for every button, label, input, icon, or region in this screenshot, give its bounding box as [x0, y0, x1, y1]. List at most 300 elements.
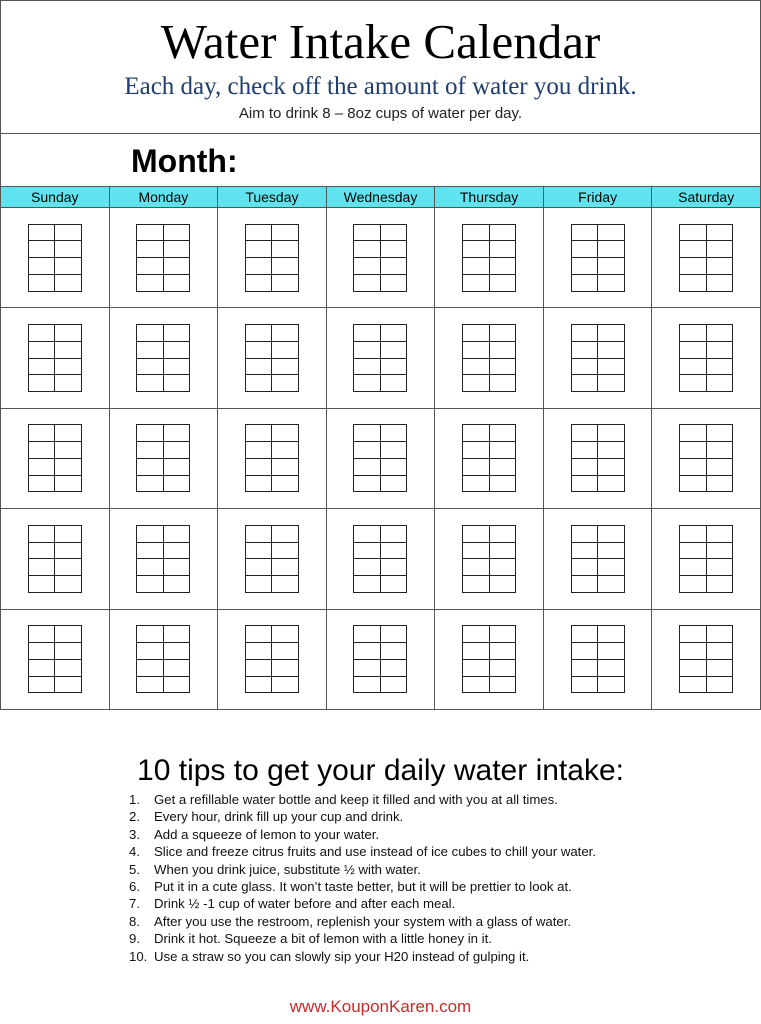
cup-checkbox[interactable] [55, 225, 82, 242]
cup-checkbox[interactable] [246, 459, 273, 476]
cup-checkbox[interactable] [572, 526, 599, 543]
cup-checkbox[interactable] [707, 359, 734, 376]
cup-checkbox[interactable] [381, 677, 408, 694]
cup-checkbox[interactable] [354, 325, 381, 342]
cup-checkbox[interactable] [272, 241, 299, 258]
day-cell [218, 409, 327, 509]
cup-checkbox[interactable] [272, 375, 299, 392]
cup-checkbox[interactable] [164, 241, 191, 258]
cup-checkbox[interactable] [272, 275, 299, 292]
cup-checkbox[interactable] [598, 643, 625, 660]
cup-checkbox[interactable] [490, 442, 517, 459]
cup-checkbox[interactable] [354, 342, 381, 359]
cup-checkbox[interactable] [164, 476, 191, 493]
cup-checkbox[interactable] [137, 526, 164, 543]
cup-checkbox[interactable] [29, 442, 56, 459]
cup-checkbox[interactable] [490, 342, 517, 359]
cup-checkbox[interactable] [29, 275, 56, 292]
cup-checkbox[interactable] [381, 241, 408, 258]
cup-checkbox[interactable] [463, 476, 490, 493]
tip-number: 8. [129, 913, 140, 929]
cup-checkbox[interactable] [164, 425, 191, 442]
cup-checkbox[interactable] [680, 241, 707, 258]
cup-checkbox[interactable] [164, 275, 191, 292]
cup-checkbox[interactable] [137, 576, 164, 593]
cup-checkbox[interactable] [246, 576, 273, 593]
cup-checkbox[interactable] [490, 325, 517, 342]
cup-checkbox[interactable] [572, 442, 599, 459]
cup-checkbox[interactable] [598, 660, 625, 677]
cup-checkbox[interactable] [490, 258, 517, 275]
cup-checkbox[interactable] [598, 526, 625, 543]
cup-checkbox[interactable] [137, 342, 164, 359]
cup-checkbox[interactable] [55, 359, 82, 376]
cup-checkbox[interactable] [572, 459, 599, 476]
cup-checkbox[interactable] [381, 359, 408, 376]
cup-checkbox[interactable] [381, 425, 408, 442]
cup-checkbox[interactable] [707, 677, 734, 694]
cup-checkbox[interactable] [246, 225, 273, 242]
cup-checkboxes [679, 224, 733, 292]
cup-checkbox[interactable] [272, 576, 299, 593]
cup-checkbox[interactable] [463, 626, 490, 643]
cup-checkbox[interactable] [354, 359, 381, 376]
cup-checkbox[interactable] [272, 559, 299, 576]
cup-checkbox[interactable] [381, 526, 408, 543]
cup-checkbox[interactable] [246, 543, 273, 560]
cup-checkbox[interactable] [572, 342, 599, 359]
cup-checkbox[interactable] [137, 425, 164, 442]
cup-checkboxes [679, 525, 733, 593]
cup-checkbox[interactable] [572, 325, 599, 342]
cup-checkbox[interactable] [246, 559, 273, 576]
cup-checkbox[interactable] [463, 359, 490, 376]
cup-checkbox[interactable] [680, 543, 707, 560]
cup-checkbox[interactable] [572, 626, 599, 643]
cup-checkbox[interactable] [354, 375, 381, 392]
cup-checkbox[interactable] [572, 258, 599, 275]
calendar-grid [0, 186, 761, 710]
cup-checkbox[interactable] [598, 425, 625, 442]
cup-checkbox[interactable] [354, 559, 381, 576]
cup-checkbox[interactable] [707, 559, 734, 576]
cup-checkbox[interactable] [354, 258, 381, 275]
cup-checkbox[interactable] [463, 375, 490, 392]
cup-checkbox[interactable] [680, 660, 707, 677]
cup-checkbox[interactable] [463, 241, 490, 258]
cup-checkbox[interactable] [55, 543, 82, 560]
cup-checkbox[interactable] [246, 677, 273, 694]
cup-checkbox[interactable] [29, 342, 56, 359]
cup-checkbox[interactable] [572, 576, 599, 593]
cup-checkbox[interactable] [246, 626, 273, 643]
cup-checkbox[interactable] [164, 526, 191, 543]
cup-checkbox[interactable] [463, 325, 490, 342]
cup-checkbox[interactable] [354, 442, 381, 459]
cup-checkbox[interactable] [490, 626, 517, 643]
cup-checkbox[interactable] [598, 476, 625, 493]
cup-checkbox[interactable] [680, 275, 707, 292]
cup-checkbox[interactable] [354, 643, 381, 660]
cup-checkbox[interactable] [55, 342, 82, 359]
tip-text: Slice and freeze citrus fruits and use instead of ice cubes to chill your water. [154, 844, 597, 860]
footer-url[interactable]: www.KouponKaren.com [289, 997, 472, 1016]
cup-checkbox[interactable] [272, 543, 299, 560]
cup-checkbox[interactable] [354, 241, 381, 258]
cup-checkbox[interactable] [490, 375, 517, 392]
cup-checkbox[interactable] [137, 375, 164, 392]
cup-checkbox[interactable] [598, 342, 625, 359]
cup-checkbox[interactable] [354, 275, 381, 292]
cup-checkbox[interactable] [707, 325, 734, 342]
cup-checkbox[interactable] [29, 225, 56, 242]
tip-text: Drink it hot. Squeeze a bit of lemon with a little honey in it. [154, 931, 492, 947]
day-cell [1, 409, 110, 509]
cup-checkbox[interactable] [490, 425, 517, 442]
cup-checkbox[interactable] [381, 459, 408, 476]
cup-checkbox[interactable] [272, 258, 299, 275]
cup-checkbox[interactable] [164, 342, 191, 359]
cup-checkbox[interactable] [707, 258, 734, 275]
cup-checkbox[interactable] [55, 442, 82, 459]
cup-checkbox[interactable] [598, 225, 625, 242]
tip-item [120, 913, 740, 930]
cup-checkbox[interactable] [354, 677, 381, 694]
cup-checkbox[interactable] [680, 375, 707, 392]
cup-checkbox[interactable] [707, 576, 734, 593]
cup-checkbox[interactable] [490, 677, 517, 694]
cup-checkbox[interactable] [272, 425, 299, 442]
cup-checkbox[interactable] [272, 626, 299, 643]
cup-checkbox[interactable] [490, 543, 517, 560]
cup-checkbox[interactable] [246, 275, 273, 292]
cup-checkbox[interactable] [29, 325, 56, 342]
cup-checkbox[interactable] [680, 643, 707, 660]
cup-checkbox[interactable] [463, 459, 490, 476]
cup-checkbox[interactable] [164, 643, 191, 660]
cup-checkbox[interactable] [598, 325, 625, 342]
cup-checkbox[interactable] [680, 559, 707, 576]
cup-checkbox[interactable] [381, 660, 408, 677]
cup-checkbox[interactable] [463, 258, 490, 275]
cup-checkbox[interactable] [137, 643, 164, 660]
cup-checkbox[interactable] [137, 325, 164, 342]
cup-checkbox[interactable] [29, 559, 56, 576]
cup-checkbox[interactable] [381, 576, 408, 593]
cup-checkbox[interactable] [137, 359, 164, 376]
cup-checkbox[interactable] [246, 425, 273, 442]
cup-checkbox[interactable] [572, 359, 599, 376]
cup-checkbox[interactable] [680, 425, 707, 442]
cup-checkbox[interactable] [55, 425, 82, 442]
cup-checkbox[interactable] [381, 225, 408, 242]
cup-checkbox[interactable] [680, 258, 707, 275]
cup-checkbox[interactable] [572, 241, 599, 258]
cup-checkbox[interactable] [598, 375, 625, 392]
cup-checkbox[interactable] [680, 626, 707, 643]
cup-checkbox[interactable] [381, 342, 408, 359]
cup-checkbox[interactable] [463, 660, 490, 677]
cup-checkbox[interactable] [137, 543, 164, 560]
cup-checkbox[interactable] [381, 626, 408, 643]
cup-checkbox[interactable] [490, 459, 517, 476]
cup-checkbox[interactable] [55, 459, 82, 476]
day-cell [435, 308, 544, 408]
cup-checkbox[interactable] [354, 459, 381, 476]
cup-checkbox[interactable] [707, 342, 734, 359]
cup-checkbox[interactable] [381, 275, 408, 292]
cup-checkbox[interactable] [490, 559, 517, 576]
cup-checkbox[interactable] [572, 643, 599, 660]
cup-checkbox[interactable] [572, 476, 599, 493]
cup-checkbox[interactable] [272, 459, 299, 476]
tip-item [120, 948, 740, 965]
cup-checkbox[interactable] [164, 626, 191, 643]
cup-checkbox[interactable] [463, 543, 490, 560]
cup-checkbox[interactable] [707, 526, 734, 543]
cup-checkbox[interactable] [463, 442, 490, 459]
cup-checkbox[interactable] [137, 459, 164, 476]
cup-checkbox[interactable] [246, 643, 273, 660]
cup-checkbox[interactable] [381, 543, 408, 560]
cup-checkbox[interactable] [680, 442, 707, 459]
cup-checkbox[interactable] [354, 660, 381, 677]
cup-checkbox[interactable] [55, 677, 82, 694]
cup-checkbox[interactable] [680, 677, 707, 694]
cup-checkbox[interactable] [354, 476, 381, 493]
day-cell [218, 208, 327, 308]
cup-checkbox[interactable] [707, 626, 734, 643]
cup-checkbox[interactable] [707, 543, 734, 560]
cup-checkbox[interactable] [55, 643, 82, 660]
cup-checkbox[interactable] [354, 543, 381, 560]
cup-checkbox[interactable] [29, 677, 56, 694]
cup-checkbox[interactable] [164, 559, 191, 576]
cup-checkbox[interactable] [572, 543, 599, 560]
cup-checkbox[interactable] [246, 476, 273, 493]
cup-checkbox[interactable] [272, 442, 299, 459]
cup-checkbox[interactable] [55, 375, 82, 392]
cup-checkbox[interactable] [572, 375, 599, 392]
cup-checkbox[interactable] [137, 442, 164, 459]
cup-checkbox[interactable] [490, 576, 517, 593]
cup-checkbox[interactable] [707, 442, 734, 459]
cup-checkbox[interactable] [680, 342, 707, 359]
cup-checkbox[interactable] [29, 476, 56, 493]
cup-checkbox[interactable] [707, 241, 734, 258]
cup-checkbox[interactable] [381, 325, 408, 342]
cup-checkbox[interactable] [354, 225, 381, 242]
cup-checkbox[interactable] [572, 275, 599, 292]
cup-checkbox[interactable] [463, 559, 490, 576]
cup-checkbox[interactable] [137, 559, 164, 576]
cup-checkbox[interactable] [680, 359, 707, 376]
cup-checkbox[interactable] [490, 275, 517, 292]
cup-checkboxes [462, 525, 516, 593]
cup-checkbox[interactable] [680, 576, 707, 593]
cup-checkbox[interactable] [490, 476, 517, 493]
cup-checkbox[interactable] [463, 425, 490, 442]
cup-checkbox[interactable] [463, 677, 490, 694]
cup-checkbox[interactable] [598, 543, 625, 560]
cup-checkbox[interactable] [490, 359, 517, 376]
cup-checkbox[interactable] [137, 275, 164, 292]
cup-checkbox[interactable] [598, 359, 625, 376]
cup-checkbox[interactable] [598, 626, 625, 643]
cup-checkbox[interactable] [381, 375, 408, 392]
cup-checkbox[interactable] [598, 677, 625, 694]
cup-checkbox[interactable] [354, 626, 381, 643]
cup-checkbox[interactable] [246, 660, 273, 677]
cup-checkbox[interactable] [490, 241, 517, 258]
cup-checkbox[interactable] [164, 442, 191, 459]
cup-checkbox[interactable] [707, 275, 734, 292]
day-cell [652, 308, 761, 408]
cup-checkbox[interactable] [463, 342, 490, 359]
cup-checkbox[interactable] [29, 425, 56, 442]
cup-checkbox[interactable] [463, 576, 490, 593]
cup-checkbox[interactable] [29, 241, 56, 258]
cup-checkbox[interactable] [381, 559, 408, 576]
cup-checkbox[interactable] [137, 660, 164, 677]
cup-checkbox[interactable] [29, 643, 56, 660]
cup-checkbox[interactable] [246, 325, 273, 342]
cup-checkbox[interactable] [598, 459, 625, 476]
cup-checkbox[interactable] [572, 677, 599, 694]
cup-checkbox[interactable] [272, 325, 299, 342]
cup-checkbox[interactable] [272, 643, 299, 660]
cup-checkbox[interactable] [29, 258, 56, 275]
cup-checkbox[interactable] [680, 225, 707, 242]
cup-checkbox[interactable] [463, 275, 490, 292]
cup-checkbox[interactable] [707, 425, 734, 442]
cup-checkbox[interactable] [29, 375, 56, 392]
cup-checkbox[interactable] [707, 459, 734, 476]
cup-checkbox[interactable] [490, 643, 517, 660]
cup-checkbox[interactable] [463, 225, 490, 242]
cup-checkbox[interactable] [164, 543, 191, 560]
cup-checkbox[interactable] [164, 325, 191, 342]
cup-checkbox[interactable] [55, 660, 82, 677]
cup-checkbox[interactable] [572, 559, 599, 576]
cup-checkbox[interactable] [164, 225, 191, 242]
cup-checkbox[interactable] [707, 476, 734, 493]
cup-checkbox[interactable] [55, 576, 82, 593]
cup-checkbox[interactable] [246, 359, 273, 376]
cup-checkbox[interactable] [29, 459, 56, 476]
cup-checkbox[interactable] [680, 459, 707, 476]
cup-checkbox[interactable] [29, 626, 56, 643]
cup-checkbox[interactable] [354, 526, 381, 543]
cup-checkbox[interactable] [29, 359, 56, 376]
cup-checkbox[interactable] [164, 359, 191, 376]
cup-checkbox[interactable] [164, 459, 191, 476]
cup-checkbox[interactable] [680, 526, 707, 543]
cup-checkbox[interactable] [272, 677, 299, 694]
cup-checkbox[interactable] [55, 626, 82, 643]
cup-checkbox[interactable] [137, 677, 164, 694]
cup-checkbox[interactable] [29, 543, 56, 560]
cup-checkbox[interactable] [490, 660, 517, 677]
cup-checkbox[interactable] [137, 241, 164, 258]
cup-checkbox[interactable] [490, 526, 517, 543]
cup-checkbox[interactable] [598, 576, 625, 593]
cup-checkbox[interactable] [164, 660, 191, 677]
cup-checkbox[interactable] [707, 660, 734, 677]
cup-checkbox[interactable] [55, 241, 82, 258]
cup-checkbox[interactable] [707, 225, 734, 242]
cup-checkbox[interactable] [29, 576, 56, 593]
cup-checkbox[interactable] [272, 359, 299, 376]
cup-checkbox[interactable] [463, 526, 490, 543]
cup-checkbox[interactable] [572, 425, 599, 442]
day-cell [218, 610, 327, 710]
cup-checkbox[interactable] [354, 425, 381, 442]
cup-checkbox[interactable] [246, 526, 273, 543]
cup-checkbox[interactable] [137, 258, 164, 275]
cup-checkbox[interactable] [164, 258, 191, 275]
cup-checkbox[interactable] [381, 643, 408, 660]
cup-checkbox[interactable] [598, 442, 625, 459]
cup-checkbox[interactable] [272, 660, 299, 677]
cup-checkbox[interactable] [164, 375, 191, 392]
cup-checkbox[interactable] [572, 660, 599, 677]
cup-checkbox[interactable] [55, 476, 82, 493]
tips-list [120, 791, 740, 965]
cup-checkbox[interactable] [381, 258, 408, 275]
cup-checkbox[interactable] [272, 225, 299, 242]
cup-checkbox[interactable] [354, 576, 381, 593]
cup-checkbox[interactable] [164, 677, 191, 694]
cup-checkbox[interactable] [246, 258, 273, 275]
cup-checkbox[interactable] [55, 325, 82, 342]
cup-checkbox[interactable] [55, 526, 82, 543]
cup-checkbox[interactable] [572, 225, 599, 242]
cup-checkbox[interactable] [598, 559, 625, 576]
cup-checkbox[interactable] [137, 626, 164, 643]
tip-item [120, 861, 740, 878]
cup-checkbox[interactable] [137, 225, 164, 242]
cup-checkbox[interactable] [55, 559, 82, 576]
cup-checkbox[interactable] [164, 576, 191, 593]
cup-checkbox[interactable] [707, 375, 734, 392]
cup-checkbox[interactable] [29, 526, 56, 543]
cup-checkbox[interactable] [272, 476, 299, 493]
cup-checkbox[interactable] [490, 225, 517, 242]
cup-checkbox[interactable] [598, 275, 625, 292]
cup-checkbox[interactable] [246, 241, 273, 258]
cup-checkbox[interactable] [137, 476, 164, 493]
cup-checkbox[interactable] [707, 643, 734, 660]
cup-checkbox[interactable] [272, 342, 299, 359]
cup-checkbox[interactable] [680, 476, 707, 493]
cup-checkbox[interactable] [598, 241, 625, 258]
cup-checkbox[interactable] [381, 476, 408, 493]
cup-checkbox[interactable] [246, 442, 273, 459]
cup-checkbox[interactable] [598, 258, 625, 275]
cup-checkbox[interactable] [463, 643, 490, 660]
cup-checkbox[interactable] [246, 375, 273, 392]
tip-text: After you use the restroom, replenish your system with a glass of water. [154, 913, 572, 929]
cup-checkbox[interactable] [272, 526, 299, 543]
cup-checkbox[interactable] [680, 325, 707, 342]
day-cell [544, 509, 653, 609]
cup-checkbox[interactable] [55, 275, 82, 292]
cup-checkbox[interactable] [381, 442, 408, 459]
cup-checkbox[interactable] [55, 258, 82, 275]
cup-checkbox[interactable] [29, 660, 56, 677]
cup-checkbox[interactable] [246, 342, 273, 359]
